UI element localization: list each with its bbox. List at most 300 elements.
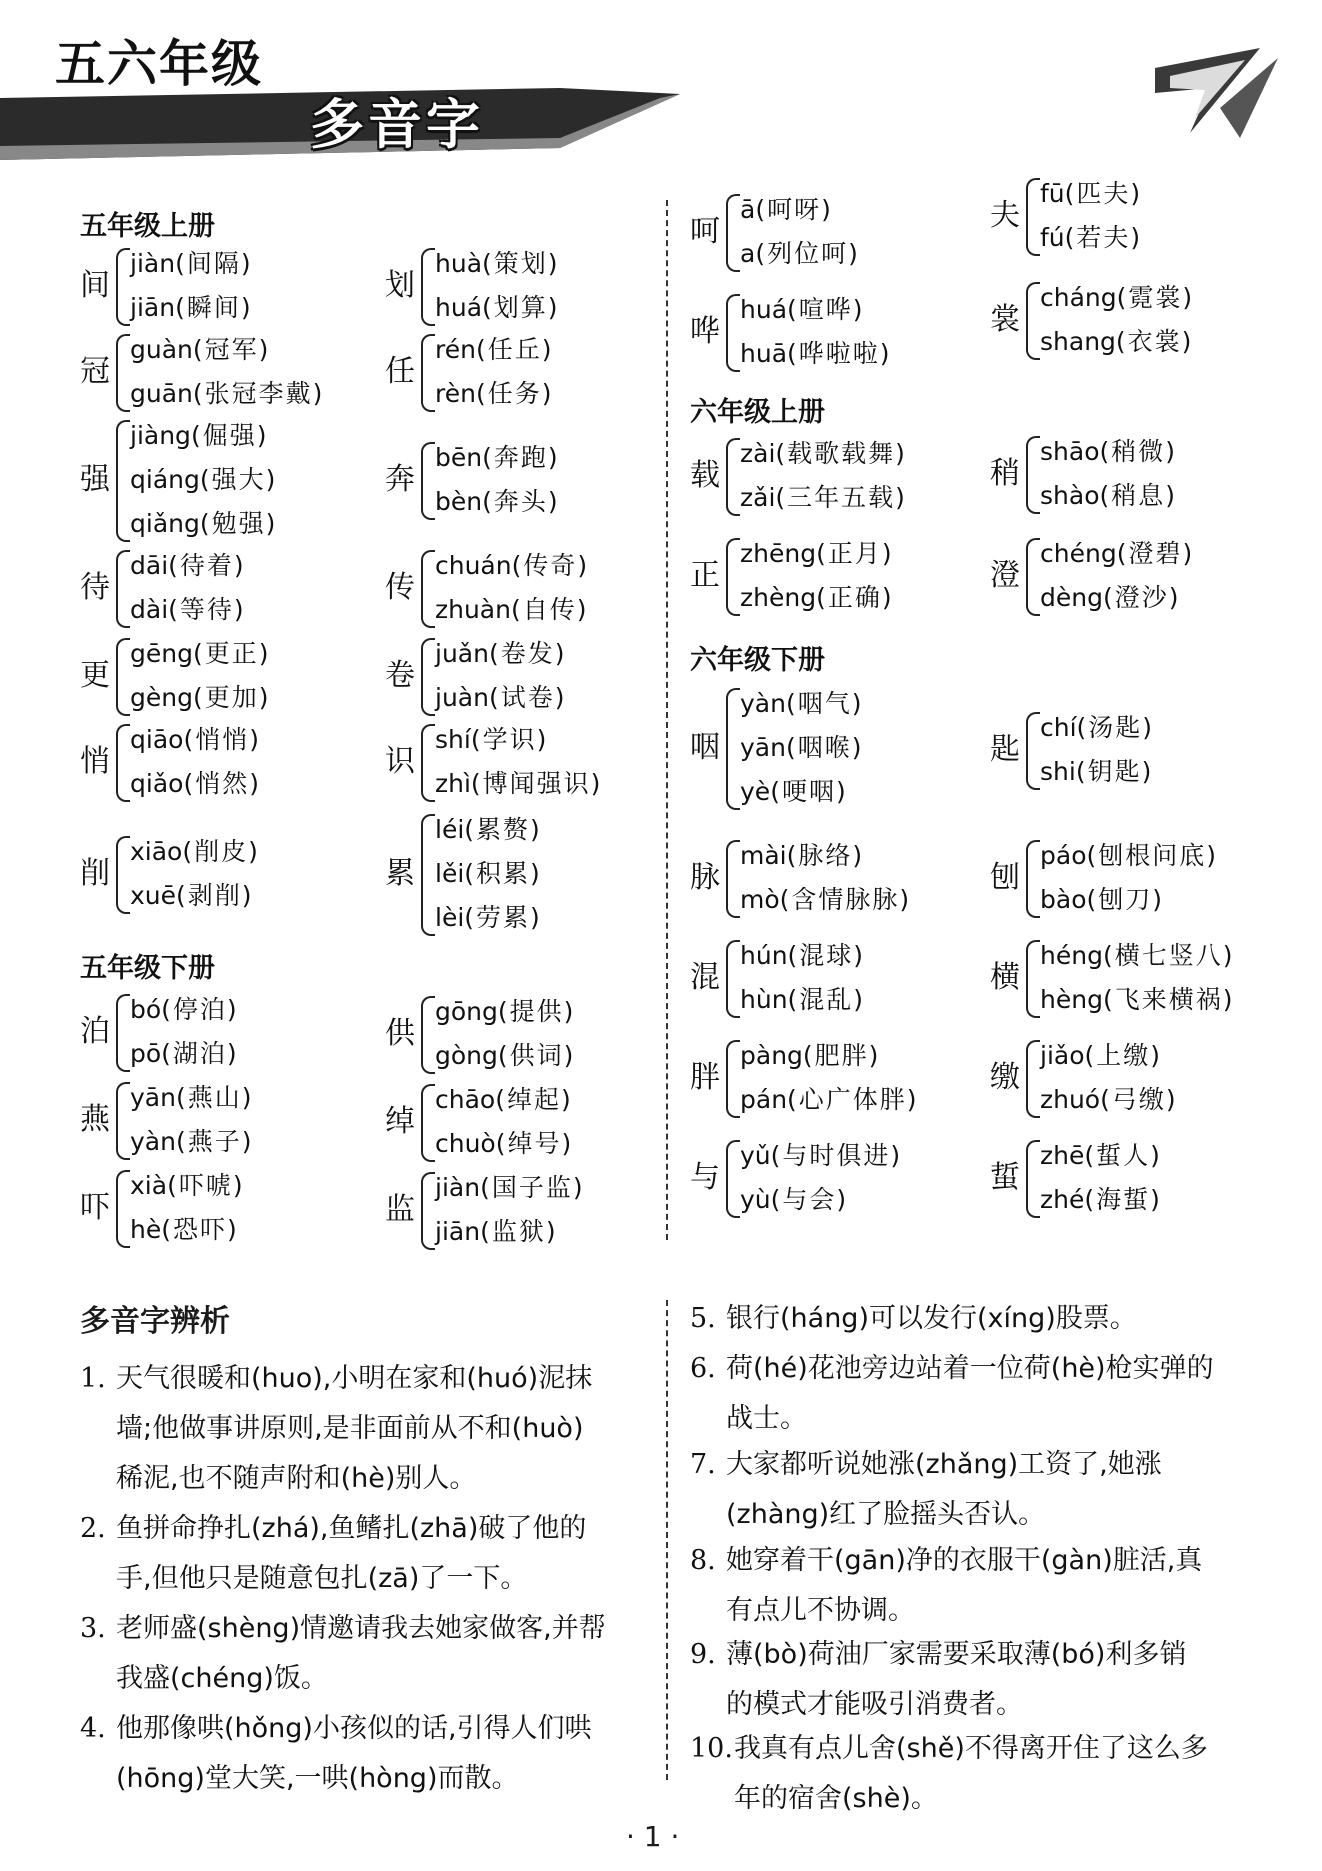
brace-mark <box>421 1172 435 1250</box>
example-word: (冠军) <box>192 335 271 364</box>
pinyin: mài <box>740 841 787 870</box>
reading-row <box>740 1078 919 1122</box>
reading-row <box>130 762 261 806</box>
analysis-item <box>690 1536 1290 1636</box>
polyphone-char: 奔 <box>385 462 415 497</box>
example-word: (自传) <box>510 595 589 624</box>
polyphone-char: 供 <box>385 1016 415 1051</box>
pinyin: zhē <box>1040 1141 1085 1170</box>
reading-row <box>130 1164 245 1208</box>
pinyin: zhuàn <box>435 595 511 624</box>
reading-row <box>435 718 602 762</box>
brace-mark <box>726 438 740 516</box>
reading-row <box>435 676 566 720</box>
reading-row <box>1040 430 1177 474</box>
example-word: (三年五载) <box>775 483 907 512</box>
pinyin: fū <box>1040 179 1065 208</box>
example-word: (削皮) <box>182 837 260 866</box>
reading-row <box>740 1178 902 1222</box>
example-word: (任丘) <box>475 335 554 364</box>
brace-mark <box>421 724 435 802</box>
example-word: (强大) <box>199 465 278 494</box>
example-word: (试卷) <box>488 683 567 712</box>
polyphone-char: 燕 <box>80 1102 110 1137</box>
reading-row <box>740 476 907 520</box>
polyphone-char: 缴 <box>990 1060 1020 1095</box>
polyphone-char: 横 <box>990 960 1020 995</box>
pinyin: shi <box>1040 757 1076 786</box>
pinyin: hè <box>130 1215 162 1244</box>
example-word: (飞来横祸) <box>1102 985 1235 1014</box>
polyphone-char: 强 <box>80 462 110 497</box>
item-number: 4. <box>80 1713 106 1744</box>
item-number: 8. <box>690 1545 716 1576</box>
item-line: 我盛(chéng)饭。 <box>116 1663 328 1694</box>
example-word: (劳累) <box>464 903 542 932</box>
analysis-item <box>690 1294 1290 1344</box>
reading-row <box>435 286 560 330</box>
section-title-grade5-vol2: 五年级下册 <box>80 953 215 984</box>
example-word: (上缴) <box>1084 1041 1163 1070</box>
pinyin: chuò <box>435 1129 496 1158</box>
reading-row <box>435 1210 585 1254</box>
reading-row <box>740 726 863 770</box>
pinyin: zhēng <box>740 539 817 568</box>
example-word: (匹夫) <box>1064 179 1143 208</box>
example-word: (张冠李戴) <box>192 379 325 408</box>
item-number: 5. <box>690 1303 716 1334</box>
brace-mark <box>116 1082 130 1160</box>
item-number: 3. <box>80 1613 106 1644</box>
polyphone-char: 绰 <box>385 1104 415 1139</box>
example-word: (汤匙) <box>1076 713 1155 742</box>
pinyin: hùn <box>740 985 788 1014</box>
pinyin: fú <box>1040 223 1065 252</box>
brace-mark <box>1026 840 1040 918</box>
pinyin: héng <box>1040 941 1103 970</box>
brace-mark <box>726 940 740 1018</box>
pinyin: juǎn <box>435 639 489 668</box>
item-number: 1. <box>80 1363 106 1394</box>
item-line: 大家都听说她涨(zhǎng)工资了,她涨 <box>726 1449 1162 1480</box>
polyphone-char: 传 <box>385 570 415 605</box>
brace-mark <box>116 420 130 542</box>
reading-row <box>1040 978 1234 1022</box>
pinyin: rén <box>435 335 476 364</box>
example-word: (间隔) <box>175 249 253 278</box>
brace-mark <box>421 550 435 628</box>
reading-row <box>435 372 553 416</box>
example-word: (更正) <box>192 639 271 668</box>
reading-row <box>130 458 277 502</box>
brace-mark <box>116 638 130 716</box>
polyphone-char: 与 <box>690 1160 720 1195</box>
pinyin: qiáng <box>130 465 200 494</box>
polyphone-char: 哗 <box>690 314 720 349</box>
example-word: (等待) <box>168 595 246 624</box>
example-word: (刨刀) <box>1086 885 1164 914</box>
brace-mark <box>116 994 130 1072</box>
item-line: (zhàng)红了脸摇头否认。 <box>726 1499 1046 1530</box>
polyphone-char: 冠 <box>80 354 110 389</box>
pinyin: qiǎng <box>130 509 200 538</box>
brace-mark <box>1026 1040 1040 1118</box>
reading-row <box>130 1120 253 1164</box>
item-line: 年的宿舍(shè)。 <box>734 1783 938 1814</box>
example-word: (奔头) <box>482 487 560 516</box>
pinyin: hèng <box>1040 985 1103 1014</box>
example-word: (绰起) <box>495 1085 573 1114</box>
brace-mark <box>116 724 130 802</box>
brace-mark <box>116 334 130 412</box>
item-line: (hōng)堂大笑,一哄(hòng)而散。 <box>116 1763 519 1794</box>
polyphone-char: 澄 <box>990 558 1020 593</box>
pinyin: jiǎo <box>1040 1041 1085 1070</box>
example-word: (咽气) <box>785 689 864 718</box>
analysis-item <box>80 1704 655 1804</box>
example-word: (混球) <box>787 941 866 970</box>
item-line: 战士。 <box>726 1403 807 1434</box>
reading-row <box>130 874 260 918</box>
example-word: (勉强) <box>199 509 278 538</box>
example-word: (卷发) <box>488 639 567 668</box>
pinyin: gòng <box>435 1041 498 1070</box>
item-number: 2. <box>80 1513 106 1544</box>
example-word: (悄悄) <box>183 725 261 754</box>
reading-row <box>435 762 602 806</box>
example-word: (混乱) <box>787 985 866 1014</box>
pinyin: bào <box>1040 885 1087 914</box>
example-word: (正月) <box>816 539 894 568</box>
pinyin: bēn <box>435 443 483 472</box>
brace-mark <box>116 550 130 628</box>
item-number: 6. <box>690 1353 716 1384</box>
reading-row <box>130 414 277 458</box>
example-word: (哗啦啦) <box>787 339 892 368</box>
pinyin: bó <box>130 995 162 1024</box>
pinyin: yān <box>130 1083 176 1112</box>
analysis-item <box>80 1354 655 1504</box>
pinyin: gōng <box>435 997 498 1026</box>
reading-row <box>740 1134 902 1178</box>
example-word: (更加) <box>192 683 271 712</box>
pinyin: shāo <box>1040 437 1100 466</box>
polyphone-char: 匙 <box>990 732 1020 767</box>
example-word: (瞬间) <box>175 293 253 322</box>
reading-row <box>435 242 560 286</box>
example-word: (钥匙) <box>1075 757 1154 786</box>
reading-row <box>1040 276 1194 320</box>
brace-mark <box>726 194 740 272</box>
polyphone-char: 悄 <box>80 744 110 779</box>
example-word: (学识) <box>470 725 549 754</box>
pinyin: qiāo <box>130 725 184 754</box>
polyphone-char: 划 <box>385 268 415 303</box>
reading-row <box>1040 474 1177 518</box>
item-line: 我真有点儿舍(shě)不得离开住了这么多 <box>734 1733 1208 1764</box>
reading-row <box>130 1032 239 1076</box>
example-word: (博闻强识) <box>470 769 603 798</box>
arrow-logo-icon <box>1150 48 1280 148</box>
pinyin: huá <box>740 295 788 324</box>
item-line: 的模式才能吸引消费者。 <box>726 1689 1023 1720</box>
reading-row <box>740 978 865 1022</box>
pinyin: guān <box>130 379 193 408</box>
polyphone-char: 刨 <box>990 860 1020 895</box>
reading-row <box>435 1122 573 1166</box>
pinyin: yàn <box>130 1127 176 1156</box>
brace-mark <box>421 334 435 412</box>
polyphone-char: 胖 <box>690 1060 720 1095</box>
reading-row <box>130 1208 245 1252</box>
reading-row <box>435 480 560 524</box>
example-word: (载歌载舞) <box>775 439 907 468</box>
pinyin: juàn <box>435 683 489 712</box>
brace-mark <box>421 1084 435 1162</box>
example-word: (稍微) <box>1099 437 1178 466</box>
example-word: (供词) <box>497 1041 576 1070</box>
pinyin: xuē <box>130 881 177 910</box>
reading-row <box>130 632 270 676</box>
example-word: (停泊) <box>161 995 239 1024</box>
item-line: 墙;他做事讲原则,是非面前从不和(huò) <box>116 1413 584 1444</box>
brace-mark <box>116 1170 130 1248</box>
brace-mark <box>726 1040 740 1118</box>
example-word: (与时俱进) <box>770 1141 903 1170</box>
example-word: (呵呀) <box>755 195 833 224</box>
section-title-grade6-vol2: 六年级下册 <box>690 645 825 676</box>
brace-mark <box>1026 1140 1040 1218</box>
brace-mark <box>1026 282 1040 360</box>
pinyin: zhèng <box>740 583 817 612</box>
reading-row <box>1040 1034 1178 1078</box>
polyphone-char: 稍 <box>990 456 1020 491</box>
polyphone-char: 削 <box>80 856 110 891</box>
reading-row <box>435 896 542 940</box>
example-word: (咽喉) <box>785 733 864 762</box>
example-word: (稍息) <box>1099 481 1178 510</box>
pinyin: gēng <box>130 639 193 668</box>
example-word: (海蜇) <box>1084 1185 1162 1214</box>
polyphone-char: 混 <box>690 960 720 995</box>
example-word: (与会) <box>770 1185 849 1214</box>
brace-mark <box>1026 538 1040 616</box>
pinyin: chuán <box>435 551 512 580</box>
column-divider-bottom <box>666 1300 668 1780</box>
reading-row <box>740 288 892 332</box>
pinyin: shí <box>435 725 471 754</box>
pinyin: zhé <box>1040 1185 1085 1214</box>
reading-row <box>435 852 542 896</box>
pinyin: yān <box>740 733 786 762</box>
example-word: (积累) <box>464 859 542 888</box>
brace-mark <box>116 836 130 914</box>
reading-row <box>740 878 911 922</box>
polyphone-char: 咽 <box>690 730 720 765</box>
pinyin: yàn <box>740 689 786 718</box>
example-word: (燕子) <box>175 1127 254 1156</box>
brace-mark <box>1026 178 1040 256</box>
example-word: (若夫) <box>1064 223 1143 252</box>
pinyin: zhì <box>435 769 471 798</box>
example-word: (吓唬) <box>167 1171 245 1200</box>
pinyin: qiǎo <box>130 769 184 798</box>
item-line: 鱼拼命挣扎(zhá),鱼鳍扎(zhā)破了他的 <box>116 1513 587 1544</box>
reading-row <box>740 934 865 978</box>
reading-row <box>1040 934 1234 978</box>
polyphone-char: 呵 <box>690 214 720 249</box>
reading-row <box>1040 750 1154 794</box>
polyphone-char: 正 <box>690 558 720 593</box>
pinyin: lèi <box>435 903 465 932</box>
reading-row <box>1040 576 1194 620</box>
analysis-item <box>80 1604 655 1704</box>
page-header <box>0 0 1322 170</box>
example-word: (剥削) <box>176 881 254 910</box>
reading-row <box>435 328 553 372</box>
reading-row <box>740 1034 919 1078</box>
reading-row <box>130 372 324 416</box>
pinyin: jiàn <box>130 249 176 278</box>
example-word: (正确) <box>816 583 894 612</box>
reading-row <box>435 632 566 676</box>
reading-row <box>1040 532 1194 576</box>
pinyin: cháng <box>1040 283 1117 312</box>
reading-row <box>130 502 277 546</box>
reading-row <box>130 1076 253 1120</box>
brace-mark <box>726 294 740 372</box>
example-word: (恐吓) <box>161 1215 239 1244</box>
item-line: 她穿着干(gān)净的衣服干(gàn)脏活,真 <box>726 1545 1203 1576</box>
example-word: (绰号) <box>495 1129 574 1158</box>
item-line: 天气很暖和(huo),小明在家和(huó)泥抹 <box>116 1363 593 1394</box>
item-line: 有点儿不协调。 <box>726 1595 915 1626</box>
polyphone-char: 卷 <box>385 658 415 693</box>
reading-row <box>130 544 246 588</box>
example-word: (划算) <box>482 293 560 322</box>
example-word: (哽咽) <box>770 777 848 806</box>
reading-row <box>435 436 560 480</box>
brace-mark <box>1026 712 1040 790</box>
polyphone-char: 夫 <box>990 198 1020 233</box>
pinyin: chāo <box>435 1085 496 1114</box>
pinyin: léi <box>435 815 465 844</box>
brace-mark <box>421 996 435 1074</box>
example-word: (倔强) <box>190 421 269 450</box>
item-number: 9. <box>690 1639 716 1670</box>
pinyin: pán <box>740 1085 788 1114</box>
polyphone-char: 更 <box>80 658 110 693</box>
reading-row <box>435 1166 585 1210</box>
reading-row <box>1040 1078 1178 1122</box>
analysis-item <box>690 1440 1290 1540</box>
example-word: (传奇) <box>511 551 590 580</box>
brace-mark <box>1026 940 1040 1018</box>
item-line: 银行(háng)可以发行(xíng)股票。 <box>726 1303 1137 1334</box>
polyphone-char: 裳 <box>990 302 1020 337</box>
example-word: (脉络) <box>786 841 865 870</box>
pinyin: hún <box>740 941 788 970</box>
pinyin: jiàng <box>130 421 191 450</box>
reading-row <box>740 834 911 878</box>
brace-mark <box>726 538 740 616</box>
pinyin: yè <box>740 777 771 806</box>
section-title-grade6-vol1: 六年级上册 <box>690 397 825 428</box>
reading-row <box>740 770 863 814</box>
example-word: (提供) <box>497 997 576 1026</box>
column-divider-top <box>666 200 668 1240</box>
pinyin: chéng <box>1040 539 1117 568</box>
reading-row <box>435 808 542 852</box>
pinyin: yǔ <box>740 1141 771 1170</box>
polyphone-char: 间 <box>80 268 110 303</box>
item-line: 荷(hé)花池旁边站着一位荷(hè)枪实弹的 <box>726 1353 1214 1384</box>
polyphone-char: 监 <box>385 1192 415 1227</box>
pinyin: dài <box>130 595 169 624</box>
example-word: (监狱) <box>480 1217 558 1246</box>
polyphone-char: 任 <box>385 354 415 389</box>
item-number: 10. <box>690 1733 733 1764</box>
analysis-item <box>690 1630 1290 1730</box>
item-line: 稀泥,也不随声附和(hè)别人。 <box>116 1463 477 1494</box>
reading-row <box>435 990 575 1034</box>
brace-mark <box>421 248 435 326</box>
example-word: (肥胖) <box>802 1041 881 1070</box>
example-word: (刨根问底) <box>1086 841 1218 870</box>
reading-row <box>1040 1178 1162 1222</box>
pinyin: ā <box>740 195 756 224</box>
brace-mark <box>726 840 740 918</box>
pinyin: gèng <box>130 683 193 712</box>
example-word: (燕山) <box>175 1083 254 1112</box>
pinyin: shào <box>1040 481 1100 510</box>
reading-row <box>740 332 892 376</box>
brace-mark <box>116 248 130 326</box>
pinyin: pàng <box>740 1041 803 1070</box>
polyphone-char: 泊 <box>80 1014 110 1049</box>
pinyin: shang <box>1040 327 1116 356</box>
reading-row <box>130 588 246 632</box>
example-word: (待着) <box>168 551 246 580</box>
brace-mark <box>421 638 435 716</box>
example-word: (列位呵) <box>755 239 860 268</box>
pinyin: zài <box>740 439 776 468</box>
reading-row <box>1040 216 1142 260</box>
reading-row <box>130 676 270 720</box>
reading-row <box>435 588 589 632</box>
pinyin: zǎi <box>740 483 776 512</box>
example-word: (心广体胖) <box>787 1085 919 1114</box>
example-word: (任务) <box>475 379 554 408</box>
example-word: (澄碧) <box>1116 539 1195 568</box>
pinyin: guàn <box>130 335 193 364</box>
reading-row <box>1040 1134 1162 1178</box>
reading-row <box>435 544 589 588</box>
pinyin: jiān <box>435 1217 481 1246</box>
page-number: · 1 · <box>626 1820 680 1853</box>
example-word: (含情脉脉) <box>779 885 912 914</box>
reading-row <box>435 1034 575 1078</box>
section-title-grade5-vol1: 五年级上册 <box>80 211 215 242</box>
item-number: 7. <box>690 1449 716 1480</box>
polyphone-char: 脉 <box>690 860 720 895</box>
brace-mark <box>726 1140 740 1218</box>
example-word: (喧哗) <box>787 295 865 324</box>
item-line: 手,但他只是随意包扎(zā)了一下。 <box>116 1563 528 1594</box>
pinyin: jiàn <box>435 1173 481 1202</box>
reading-row <box>1040 172 1142 216</box>
pinyin: xiāo <box>130 837 183 866</box>
